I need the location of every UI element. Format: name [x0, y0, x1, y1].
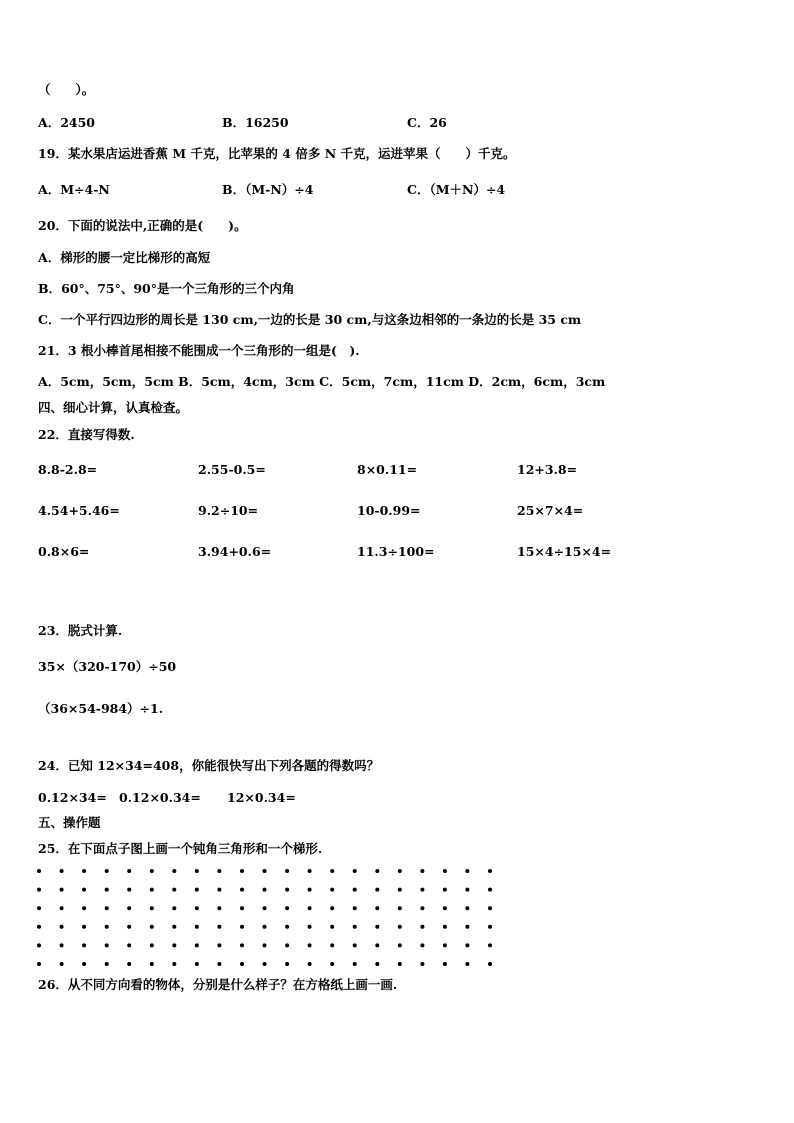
grid-dot[interactable] — [172, 962, 176, 966]
grid-dot[interactable] — [195, 962, 199, 966]
grid-dot[interactable] — [330, 962, 334, 966]
grid-dot[interactable] — [82, 869, 86, 873]
grid-dot[interactable] — [217, 888, 221, 892]
grid-dot[interactable] — [263, 925, 267, 929]
grid-dot[interactable] — [375, 943, 379, 947]
grid-dot[interactable] — [217, 925, 221, 929]
q22-item: 3.94+0.6= — [198, 544, 272, 559]
q20-option-b: B．60°、75°、90°是一个三角形的三个内角 — [38, 281, 295, 296]
grid-dot[interactable] — [465, 943, 469, 947]
grid-dot[interactable] — [443, 925, 447, 929]
grid-dot[interactable] — [150, 888, 154, 892]
grid-dot[interactable] — [60, 962, 64, 966]
grid-dot[interactable] — [353, 925, 357, 929]
grid-dot[interactable] — [263, 906, 267, 910]
grid-dot[interactable] — [465, 925, 469, 929]
grid-dot[interactable] — [398, 925, 402, 929]
grid-dot[interactable] — [285, 962, 289, 966]
grid-dot[interactable] — [172, 888, 176, 892]
grid-dot[interactable] — [353, 962, 357, 966]
grid-dot[interactable] — [375, 962, 379, 966]
grid-dot[interactable] — [217, 869, 221, 873]
grid-dot[interactable] — [420, 962, 424, 966]
grid-dot[interactable] — [105, 888, 109, 892]
grid-dot[interactable] — [82, 962, 86, 966]
grid-dot[interactable] — [82, 888, 86, 892]
grid-dot[interactable] — [263, 869, 267, 873]
grid-dot[interactable] — [443, 906, 447, 910]
grid-dot[interactable] — [285, 943, 289, 947]
grid-dot[interactable] — [37, 906, 41, 910]
grid-dot[interactable] — [37, 962, 41, 966]
q19-option-a: A．M÷4-N — [38, 182, 110, 197]
q22-item: 8×0.11= — [357, 462, 418, 477]
q18-option-b: B．16250 — [222, 115, 289, 130]
grid-dot[interactable] — [195, 906, 199, 910]
grid-dot[interactable] — [308, 962, 312, 966]
grid-dot[interactable] — [285, 925, 289, 929]
grid-dot[interactable] — [398, 962, 402, 966]
q22-item: 0.8×6= — [38, 544, 90, 559]
grid-dot[interactable] — [308, 925, 312, 929]
q19-option-c: C．（M＋N）÷4 — [407, 182, 506, 197]
q23-expression-1: 35×（320-170）÷50 — [38, 659, 177, 674]
grid-dot[interactable] — [240, 925, 244, 929]
grid-dot[interactable] — [285, 869, 289, 873]
grid-dot[interactable] — [330, 925, 334, 929]
q19-option-b: B．（M-N）÷4 — [222, 182, 314, 197]
grid-dot[interactable] — [60, 906, 64, 910]
grid-dot[interactable] — [420, 888, 424, 892]
section-4-heading: 四、细心计算，认真检查。 — [38, 400, 189, 415]
grid-dot[interactable] — [308, 888, 312, 892]
grid-dot[interactable] — [217, 943, 221, 947]
q21-stem: 21．3 根小棒首尾相接不能围成一个三角形的一组是( ). — [38, 343, 360, 358]
q22-item: 15×4÷15×4= — [517, 544, 612, 559]
grid-dot[interactable] — [127, 888, 131, 892]
grid-dot[interactable] — [375, 906, 379, 910]
grid-dot[interactable] — [195, 925, 199, 929]
grid-dot[interactable] — [195, 943, 199, 947]
q22-item: 10-0.99= — [357, 503, 421, 518]
q22-stem: 22．直接写得数. — [38, 427, 135, 442]
grid-dot[interactable] — [308, 906, 312, 910]
grid-dot[interactable] — [375, 869, 379, 873]
grid-dot[interactable] — [420, 906, 424, 910]
q22-item: 8.8-2.8= — [38, 462, 98, 477]
grid-dot[interactable] — [60, 943, 64, 947]
grid-dot[interactable] — [353, 906, 357, 910]
grid-dot[interactable] — [285, 888, 289, 892]
grid-dot[interactable] — [195, 888, 199, 892]
q18-option-c: C．26 — [407, 115, 447, 130]
grid-dot[interactable] — [127, 906, 131, 910]
grid-dot[interactable] — [308, 943, 312, 947]
q19-stem: 19．某水果店运进香蕉 M 千克，比苹果的 4 倍多 N 千克，运进苹果（ ）千克。 — [38, 146, 516, 161]
q22-item: 9.2÷10= — [198, 503, 259, 518]
grid-dot[interactable] — [488, 869, 492, 873]
section-5-heading: 五、操作题 — [38, 815, 101, 830]
grid-dot[interactable] — [330, 943, 334, 947]
grid-dot[interactable] — [420, 869, 424, 873]
grid-dot[interactable] — [285, 906, 289, 910]
grid-dot[interactable] — [443, 888, 447, 892]
q24-item: 0.12×0.34= — [119, 790, 201, 805]
grid-dot[interactable] — [488, 888, 492, 892]
grid-dot[interactable] — [240, 869, 244, 873]
grid-dot[interactable] — [172, 906, 176, 910]
grid-dot[interactable] — [105, 943, 109, 947]
grid-dot[interactable] — [443, 869, 447, 873]
q18-tail: （ ）。 — [38, 82, 95, 97]
grid-dot[interactable] — [488, 925, 492, 929]
grid-dot[interactable] — [353, 888, 357, 892]
grid-dot[interactable] — [240, 888, 244, 892]
grid-dot[interactable] — [150, 943, 154, 947]
grid-dot[interactable] — [465, 962, 469, 966]
grid-dot[interactable] — [240, 962, 244, 966]
q22-item: 2.55-0.5= — [198, 462, 266, 477]
grid-dot[interactable] — [127, 962, 131, 966]
grid-dot[interactable] — [127, 943, 131, 947]
grid-dot[interactable] — [37, 925, 41, 929]
grid-dot[interactable] — [150, 962, 154, 966]
grid-dot[interactable] — [240, 906, 244, 910]
grid-dot[interactable] — [82, 906, 86, 910]
grid-dot[interactable] — [263, 943, 267, 947]
q22-item: 12+3.8= — [517, 462, 578, 477]
grid-dot[interactable] — [105, 906, 109, 910]
grid-dot[interactable] — [60, 869, 64, 873]
grid-dot[interactable] — [398, 888, 402, 892]
grid-dot[interactable] — [263, 962, 267, 966]
grid-dot[interactable] — [172, 925, 176, 929]
grid-dot[interactable] — [82, 925, 86, 929]
q23-stem: 23．脱式计算. — [38, 623, 123, 638]
grid-dot[interactable] — [37, 869, 41, 873]
grid-dot[interactable] — [443, 962, 447, 966]
q20-option-c: C．一个平行四边形的周长是 130 cm,一边的长是 30 cm,与这条边相邻的一条边的长是 35 cm — [38, 312, 582, 327]
q20-option-a: A．梯形的腰一定比梯形的高短 — [38, 250, 211, 265]
grid-dot[interactable] — [375, 925, 379, 929]
grid-dot[interactable] — [443, 943, 447, 947]
grid-dot[interactable] — [105, 869, 109, 873]
grid-dot[interactable] — [172, 943, 176, 947]
grid-dot[interactable] — [217, 962, 221, 966]
q24-item: 0.12×34= — [38, 790, 107, 805]
grid-dot[interactable] — [195, 869, 199, 873]
grid-dot[interactable] — [488, 962, 492, 966]
grid-dot[interactable] — [60, 925, 64, 929]
grid-dot[interactable] — [420, 925, 424, 929]
grid-dot[interactable] — [150, 906, 154, 910]
grid-dot[interactable] — [330, 906, 334, 910]
grid-dot[interactable] — [465, 869, 469, 873]
grid-dot[interactable] — [240, 943, 244, 947]
dot-grid[interactable] — [30, 862, 500, 974]
grid-dot[interactable] — [353, 869, 357, 873]
q18-option-a: A．2450 — [38, 115, 95, 130]
q22-item: 4.54+5.46= — [38, 503, 120, 518]
grid-dot[interactable] — [127, 925, 131, 929]
q24-stem: 24．已知 12×34=408，你能很快写出下列各题的得数吗？ — [38, 758, 380, 773]
grid-dot[interactable] — [465, 888, 469, 892]
q23-expression-2: （36×54-984）÷1. — [38, 701, 164, 716]
grid-dot[interactable] — [330, 869, 334, 873]
grid-dot[interactable] — [488, 943, 492, 947]
grid-dot[interactable] — [127, 869, 131, 873]
grid-dot[interactable] — [465, 906, 469, 910]
grid-dot[interactable] — [375, 888, 379, 892]
grid-dot[interactable] — [398, 906, 402, 910]
q25-stem: 25．在下面点子图上画一个钝角三角形和一个梯形. — [38, 841, 323, 856]
grid-dot[interactable] — [172, 869, 176, 873]
grid-dot[interactable] — [263, 888, 267, 892]
grid-dot[interactable] — [330, 888, 334, 892]
grid-dot[interactable] — [398, 943, 402, 947]
grid-dot[interactable] — [105, 925, 109, 929]
grid-dot[interactable] — [420, 943, 424, 947]
grid-dot[interactable] — [398, 869, 402, 873]
q22-item: 11.3÷100= — [357, 544, 435, 559]
grid-dot[interactable] — [150, 925, 154, 929]
grid-dot[interactable] — [217, 906, 221, 910]
grid-dot[interactable] — [308, 869, 312, 873]
q20-stem: 20．下面的说法中,正确的是( )。 — [38, 218, 247, 233]
q22-item: 25×7×4= — [517, 503, 584, 518]
grid-dot[interactable] — [82, 943, 86, 947]
q21-options: A．5cm，5cm，5cm B．5cm，4cm，3cm C．5cm，7cm，11cm D．2cm，6cm，3cm — [38, 374, 606, 389]
grid-dot[interactable] — [60, 888, 64, 892]
grid-dot[interactable] — [488, 906, 492, 910]
grid-dot[interactable] — [37, 888, 41, 892]
q24-item: 12×0.34= — [227, 790, 296, 805]
grid-dot[interactable] — [37, 943, 41, 947]
q26-stem: 26．从不同方向看的物体，分别是什么样子？在方格纸上画一画. — [38, 977, 398, 992]
grid-dot[interactable] — [105, 962, 109, 966]
grid-dot[interactable] — [353, 943, 357, 947]
grid-dot[interactable] — [150, 869, 154, 873]
